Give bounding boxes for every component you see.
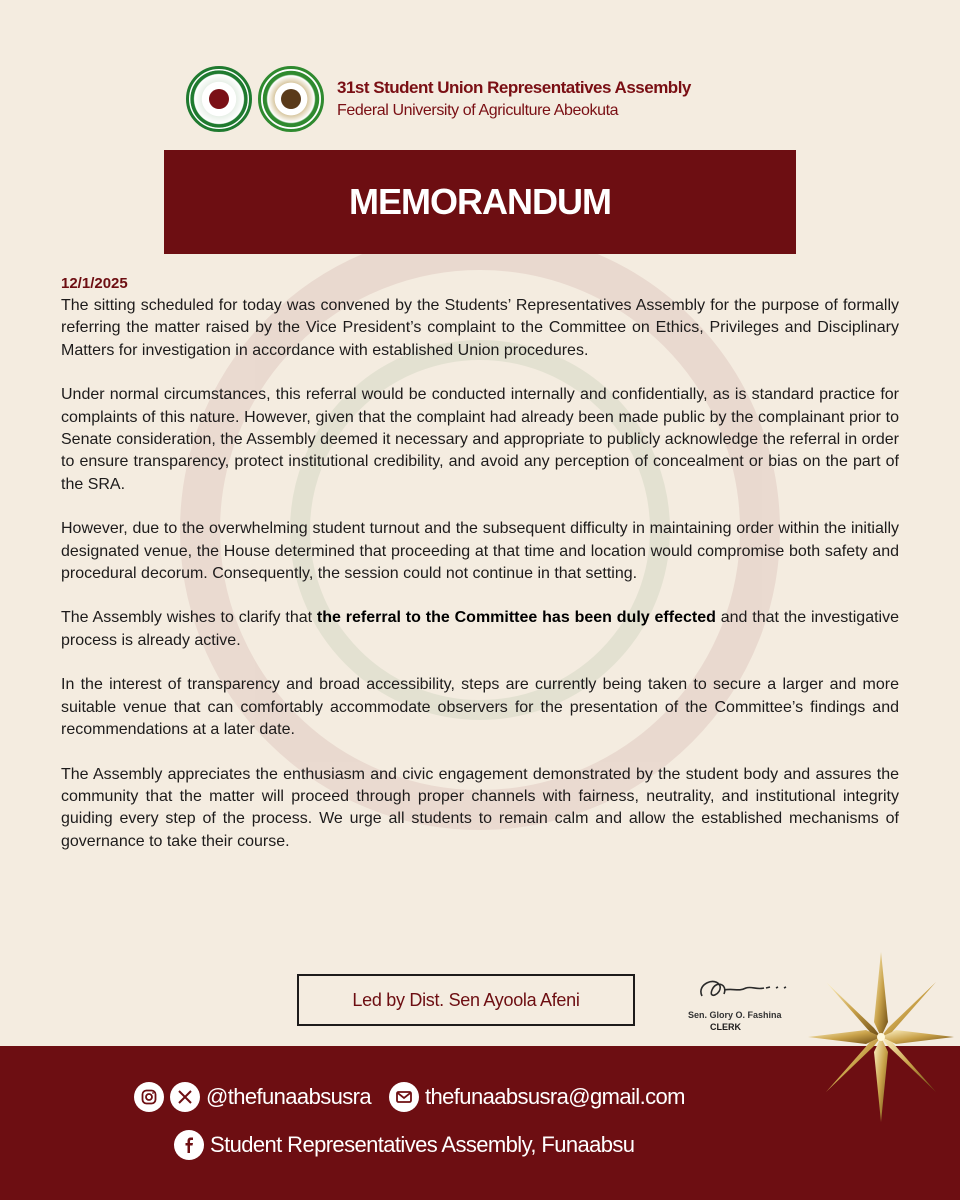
paragraph-4 — [61, 607, 899, 652]
facebook-icon[interactable] — [174, 1130, 204, 1160]
compass-star-icon — [808, 952, 954, 1122]
memo-date: 12/1/2025 — [61, 275, 128, 292]
paragraph-2: Under normal circumstances, this referral would be conducted internally and confidentially, as is standard practice for complaints of this nature. However, given that the complaint had already been made public by the complainant prior to Senate consideration, the Assembly deemed it necessary and appropriate to publicly acknowledge the referral in order to ensure transparency, protect institutional credibility, and avoid any perception of concealment or bias on the part of the SRA. — [61, 386, 899, 493]
header-title: 31st Student Union Representatives Assembly — [337, 78, 691, 97]
footer-contact-row — [134, 1082, 685, 1112]
memo-body — [61, 273, 899, 875]
university-logo — [186, 66, 252, 132]
memo-banner — [164, 150, 796, 254]
header-subtitle: Federal University of Agriculture Abeokuta — [337, 102, 619, 119]
clerk-role: CLERK — [710, 1022, 741, 1032]
memo-title: MEMORANDUM — [349, 181, 611, 222]
clerk-name: Sen. Glory O. Fashina — [688, 1010, 782, 1020]
led-by-box: Led by Dist. Sen Ayoola Afeni — [297, 974, 635, 1026]
paragraph-5: In the interest of transparency and broad accessibility, steps are currently being taken to secure a larger and more suitable venue that can comfortably accommodate observers for the presentation of the Committee’s findings and recommendations at a later date. — [61, 676, 899, 739]
paragraph-4-start: The Assembly wishes to clarify that — [61, 609, 317, 627]
paragraph-3: However, due to the overwhelming student turnout and the subsequent difficulty in maintaining order within the initially designated venue, the House determined that proceeding at that time and location would compromise both safety and procedural decorum. Consequently, the session could not continue in that setting. — [61, 520, 899, 583]
mail-icon[interactable] — [389, 1082, 419, 1112]
paragraph-6: The Assembly appreciates the enthusiasm and civic engagement demonstrated by the student body and assures the community that the matter will proceed through proper channels with fairness, neutrality, and institutional integrity guiding every step of the process. We urge all students to remain calm and allow the established mechanisms of governance to take their course. — [61, 765, 899, 850]
paragraph-4-bold: the referral to the Committee has been duly effected — [316, 609, 716, 627]
email-address[interactable]: thefunaabsusra@gmail.com — [425, 1084, 685, 1109]
x-icon[interactable] — [170, 1082, 200, 1112]
signature-scribble — [694, 970, 804, 1008]
paragraph-4-end: and that the investigative process is already active. — [61, 609, 899, 649]
instagram-icon[interactable] — [134, 1082, 164, 1112]
facebook-page-name[interactable]: Student Representatives Assembly, Funaabsu — [210, 1132, 635, 1157]
sra-logo — [258, 66, 324, 132]
footer-facebook-row — [174, 1130, 634, 1160]
header — [0, 66, 960, 136]
social-handle[interactable]: @thefunaabsusra — [206, 1084, 372, 1109]
paragraph-1: The sitting scheduled for today was convened by the Students’ Representatives Assembly for the purpose of formally referring the matter raised by the Vice President’s complaint to the Committee on Ethics, Privileges and Disciplinary Matters for investigation in accordance with established Union procedures. — [61, 297, 899, 359]
